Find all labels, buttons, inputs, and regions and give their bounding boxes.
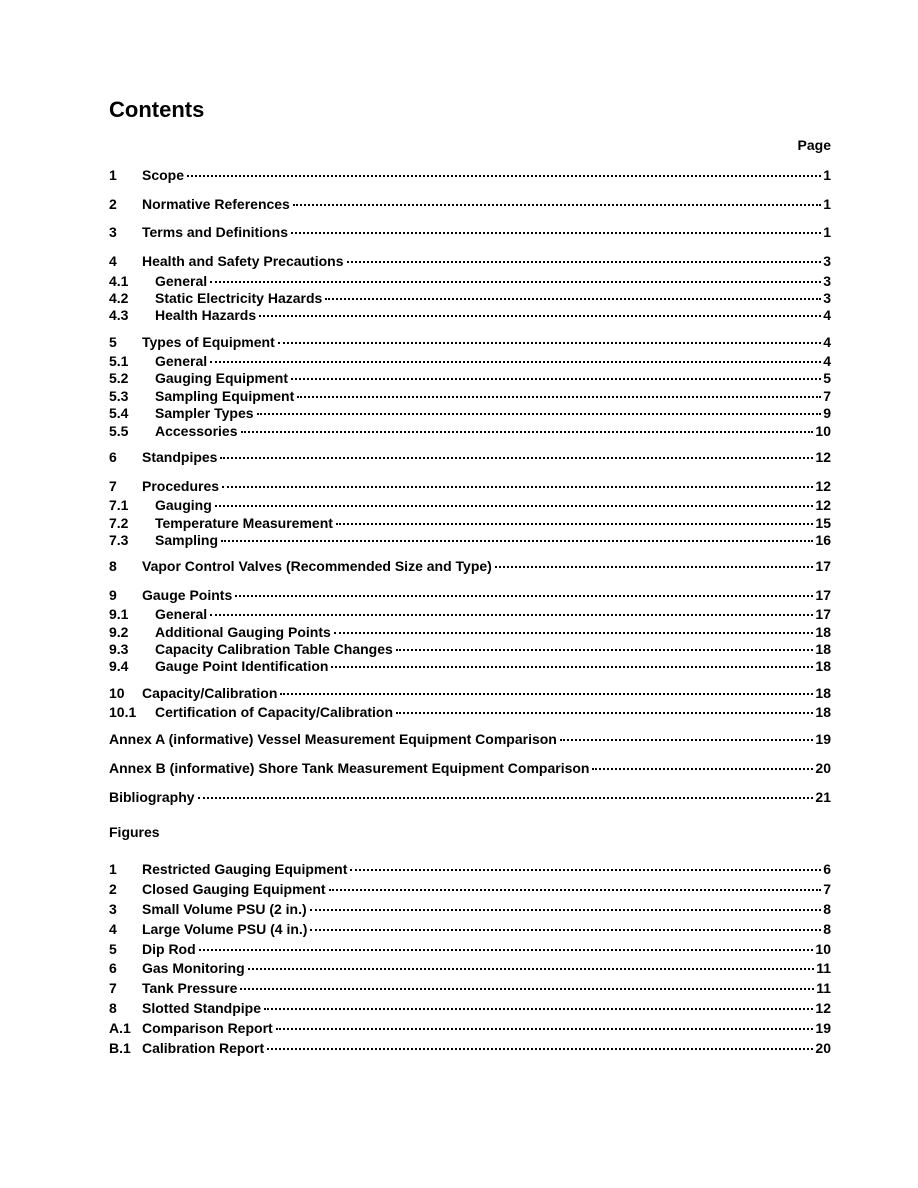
- dot-leader: [198, 796, 814, 799]
- figure-entry[interactable]: [109, 940, 831, 958]
- toc-entry[interactable]: [109, 557, 831, 575]
- dot-leader: [291, 231, 821, 234]
- figure-entry[interactable]: [109, 959, 831, 977]
- entry-number: 7: [109, 980, 117, 996]
- entry-number: 4.1: [109, 273, 129, 289]
- dot-leader: [210, 613, 813, 616]
- entry-page-number: 17: [815, 587, 831, 603]
- toc-entry[interactable]: [109, 684, 831, 702]
- entry-number: 8: [109, 558, 117, 574]
- page-column-header: Page: [797, 137, 831, 153]
- entry-number: 6: [109, 449, 117, 465]
- dot-leader: [336, 522, 814, 525]
- dot-leader: [396, 648, 814, 651]
- dot-leader: [350, 868, 821, 871]
- entry-number: 7.2: [109, 515, 129, 531]
- entry-page-number: 15: [815, 515, 831, 531]
- entry-page-number: 17: [815, 606, 831, 622]
- dot-leader: [221, 539, 813, 542]
- entry-number: 8: [109, 1000, 117, 1016]
- toc-entry[interactable]: [109, 531, 831, 549]
- entry-page-number: 1: [823, 196, 831, 212]
- entry-number: 5: [109, 941, 117, 957]
- entry-title: Temperature Measurement: [155, 515, 333, 531]
- entry-title: Gauge Point Identification: [155, 658, 329, 674]
- figures-heading: Figures: [109, 824, 160, 840]
- figure-entry[interactable]: [109, 880, 831, 898]
- entry-number: 5: [109, 334, 117, 350]
- figure-entry[interactable]: [109, 1039, 831, 1057]
- dot-leader: [210, 360, 821, 363]
- dot-leader: [215, 504, 814, 507]
- entry-page-number: 1: [823, 224, 831, 240]
- entry-title: Dip Rod: [142, 941, 196, 957]
- dot-leader: [297, 395, 821, 398]
- entry-number: 1: [109, 861, 117, 877]
- entry-page-number: 17: [815, 558, 831, 574]
- entry-number: 1: [109, 167, 117, 183]
- entry-page-number: 11: [816, 980, 831, 996]
- toc-entry[interactable]: [109, 404, 831, 422]
- entry-number: 9.4: [109, 658, 129, 674]
- entry-number: 5.1: [109, 353, 129, 369]
- toc-entry[interactable]: [109, 730, 831, 748]
- entry-title: Capacity/Calibration: [142, 685, 278, 701]
- entry-number: 4.2: [109, 290, 129, 306]
- dot-leader: [220, 456, 813, 459]
- entry-title: Standpipes: [142, 449, 218, 465]
- entry-title: Slotted Standpipe: [142, 1000, 261, 1016]
- entry-title: Sampling: [155, 532, 219, 548]
- dot-leader: [310, 928, 821, 931]
- entry-page-number: 3: [823, 253, 831, 269]
- entry-title: Comparison Report: [142, 1020, 273, 1036]
- entry-page-number: 11: [816, 960, 831, 976]
- entry-number: 3: [109, 901, 117, 917]
- entry-number: 7.1: [109, 497, 129, 513]
- entry-title: Sampler Types: [155, 405, 254, 421]
- toc-entry[interactable]: [109, 166, 831, 184]
- entry-number: 5.3: [109, 388, 129, 404]
- dot-leader: [187, 174, 821, 177]
- dot-leader: [235, 594, 813, 597]
- dot-leader: [293, 203, 821, 206]
- toc-entry[interactable]: [109, 703, 831, 721]
- entry-page-number: 3: [823, 290, 831, 306]
- toc-entry[interactable]: [109, 352, 831, 370]
- entry-title: Gauge Points: [142, 587, 233, 603]
- entry-page-number: 9: [823, 405, 831, 421]
- entry-title: Vapor Control Valves (Recommended Size and Type): [142, 558, 492, 574]
- entry-page-number: 12: [815, 1000, 831, 1016]
- entry-title: Procedures: [142, 478, 220, 494]
- entry-number: 3: [109, 224, 117, 240]
- entry-title: Terms and Definitions: [142, 224, 288, 240]
- entry-page-number: 10: [815, 941, 831, 957]
- dot-leader: [325, 297, 821, 300]
- toc-entry[interactable]: [109, 333, 831, 351]
- entry-title: Capacity Calibration Table Changes: [155, 641, 393, 657]
- page-title: Contents: [109, 97, 205, 122]
- entry-number: 9: [109, 587, 117, 603]
- dot-leader: [291, 377, 821, 380]
- entry-page-number: 18: [815, 704, 831, 720]
- entry-title: Accessories: [155, 423, 238, 439]
- entry-number: 9.2: [109, 624, 129, 640]
- entry-number: 2: [109, 196, 117, 212]
- entry-title: Sampling Equipment: [155, 388, 295, 404]
- entry-number: 2: [109, 881, 117, 897]
- figure-entry[interactable]: [109, 1019, 831, 1037]
- entry-title: Gauging: [155, 497, 212, 513]
- dot-leader: [396, 711, 813, 714]
- toc-entry[interactable]: [109, 586, 831, 604]
- toc-entry[interactable]: [109, 605, 831, 623]
- entry-title: Health Hazards: [155, 307, 257, 323]
- dot-leader: [264, 1007, 813, 1010]
- toc-entry[interactable]: [109, 496, 831, 514]
- dot-leader: [331, 665, 813, 668]
- entry-title: Scope: [142, 167, 185, 183]
- entry-page-number: 4: [823, 307, 831, 323]
- dot-leader: [210, 280, 821, 283]
- toc-entry[interactable]: [109, 788, 831, 806]
- entry-number: 4: [109, 921, 117, 937]
- entry-page-number: 18: [815, 685, 831, 701]
- entry-title: Tank Pressure: [142, 980, 238, 996]
- dot-leader: [347, 260, 822, 263]
- entry-page-number: 7: [823, 881, 831, 897]
- entry-title: Annex A (informative) Vessel Measurement Equipment Comparison: [109, 731, 557, 747]
- entry-page-number: 4: [823, 334, 831, 350]
- entry-title: Gauging Equipment: [155, 370, 288, 386]
- entry-title: Gas Monitoring: [142, 960, 245, 976]
- entry-title: Closed Gauging Equipment: [142, 881, 326, 897]
- entry-page-number: 10: [815, 423, 831, 439]
- entry-number: 7.3: [109, 532, 129, 548]
- entry-number: 4.3: [109, 307, 129, 323]
- entry-number: 5.2: [109, 370, 129, 386]
- figure-entry[interactable]: [109, 979, 831, 997]
- dot-leader: [495, 565, 814, 568]
- entry-number: 10: [109, 685, 125, 701]
- figure-entry[interactable]: [109, 920, 831, 938]
- entry-page-number: 21: [815, 789, 831, 805]
- toc-entry[interactable]: [109, 657, 831, 675]
- entry-number: B.1: [109, 1040, 131, 1056]
- toc-entry[interactable]: [109, 195, 831, 213]
- dot-leader: [259, 314, 821, 317]
- entry-number: 7: [109, 478, 117, 494]
- figure-entry[interactable]: [109, 860, 831, 878]
- entry-title: Calibration Report: [142, 1040, 265, 1056]
- entry-title: Large Volume PSU (4 in.): [142, 921, 308, 937]
- entry-page-number: 19: [815, 1020, 831, 1036]
- entry-title: Annex B (informative) Shore Tank Measurement Equipment Comparison: [109, 760, 590, 776]
- entry-page-number: 4: [823, 353, 831, 369]
- toc-entry[interactable]: [109, 623, 831, 641]
- entry-page-number: 12: [815, 497, 831, 513]
- dot-leader: [280, 692, 813, 695]
- entry-page-number: 1: [823, 167, 831, 183]
- toc-entry[interactable]: [109, 422, 831, 440]
- entry-title: General: [155, 353, 208, 369]
- entry-page-number: 6: [823, 861, 831, 877]
- dot-leader: [334, 631, 814, 634]
- toc-entry[interactable]: [109, 272, 831, 290]
- toc-entry[interactable]: [109, 514, 831, 532]
- toc-entry[interactable]: [109, 369, 831, 387]
- toc-entry[interactable]: [109, 448, 831, 466]
- entry-number: 9.1: [109, 606, 129, 622]
- dot-leader: [240, 987, 814, 990]
- entry-number: A.1: [109, 1020, 131, 1036]
- entry-title: Health and Safety Precautions: [142, 253, 344, 269]
- figure-entry[interactable]: [109, 999, 831, 1017]
- toc-entry[interactable]: [109, 252, 831, 270]
- entry-page-number: 19: [815, 731, 831, 747]
- entry-title: General: [155, 273, 208, 289]
- entry-page-number: 12: [815, 449, 831, 465]
- entry-number: 6: [109, 960, 117, 976]
- dot-leader: [222, 485, 813, 488]
- entry-title: General: [155, 606, 208, 622]
- entry-number: 4: [109, 253, 117, 269]
- entry-title: Bibliography: [109, 789, 195, 805]
- entry-title: Certification of Capacity/Calibration: [155, 704, 394, 720]
- entry-number: 5.4: [109, 405, 129, 421]
- dot-leader: [329, 888, 822, 891]
- entry-title: Normative References: [142, 196, 290, 212]
- entry-title: Small Volume PSU (2 in.): [142, 901, 307, 917]
- entry-title: Additional Gauging Points: [155, 624, 331, 640]
- dot-leader: [257, 412, 822, 415]
- entry-title: Static Electricity Hazards: [155, 290, 323, 306]
- entry-page-number: 5: [823, 370, 831, 386]
- dot-leader: [560, 738, 814, 741]
- toc-entry[interactable]: [109, 640, 831, 658]
- dot-leader: [310, 908, 822, 911]
- entry-number: 5.5: [109, 423, 129, 439]
- entry-page-number: 18: [815, 624, 831, 640]
- entry-page-number: 3: [823, 273, 831, 289]
- toc-entry[interactable]: [109, 477, 831, 495]
- entry-number: 9.3: [109, 641, 129, 657]
- toc-entry[interactable]: [109, 289, 831, 307]
- toc-entry[interactable]: [109, 387, 831, 405]
- dot-leader: [241, 430, 814, 433]
- entry-page-number: 12: [815, 478, 831, 494]
- toc-entry[interactable]: [109, 306, 831, 324]
- dot-leader: [199, 948, 814, 951]
- toc-entry[interactable]: [109, 223, 831, 241]
- entry-page-number: 20: [815, 760, 831, 776]
- entry-title: Types of Equipment: [142, 334, 275, 350]
- entry-page-number: 7: [823, 388, 831, 404]
- entry-page-number: 18: [815, 658, 831, 674]
- entry-page-number: 16: [815, 532, 831, 548]
- dot-leader: [278, 341, 821, 344]
- dot-leader: [267, 1047, 813, 1050]
- entry-page-number: 8: [823, 901, 831, 917]
- entry-page-number: 18: [815, 641, 831, 657]
- dot-leader: [592, 767, 813, 770]
- toc-entry[interactable]: [109, 759, 831, 777]
- entry-number: 10.1: [109, 704, 137, 720]
- entry-page-number: 20: [815, 1040, 831, 1056]
- dot-leader: [248, 967, 815, 970]
- figure-entry[interactable]: [109, 900, 831, 918]
- dot-leader: [276, 1027, 814, 1030]
- entry-page-number: 8: [823, 921, 831, 937]
- entry-title: Restricted Gauging Equipment: [142, 861, 348, 877]
